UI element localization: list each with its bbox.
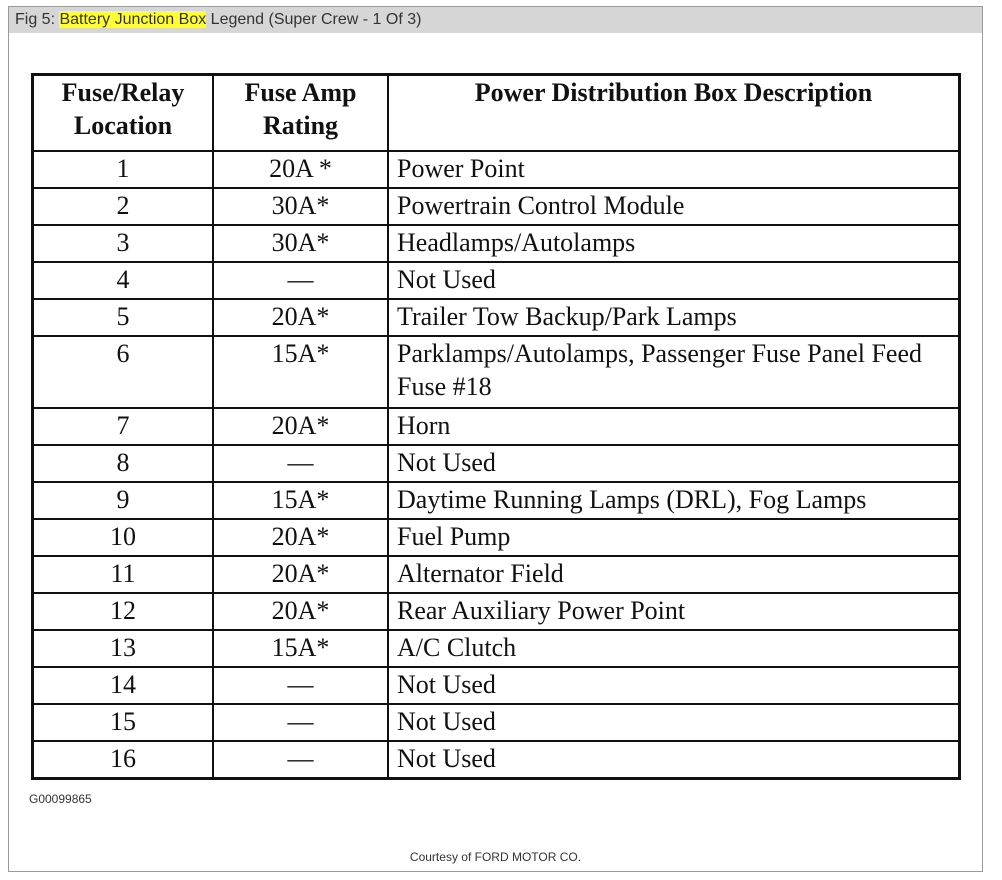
table-row xyxy=(33,704,960,741)
table-row xyxy=(33,188,960,225)
fuse-amp-cell: 20A* xyxy=(213,408,388,445)
fuse-location-cell: 2 xyxy=(33,188,214,225)
fuse-description-cell: Rear Auxiliary Power Point xyxy=(388,593,960,630)
fuse-amp-cell: — xyxy=(213,704,388,741)
header-amp xyxy=(213,75,388,152)
fuse-description-cell: A/C Clutch xyxy=(388,630,960,667)
figure-title xyxy=(9,7,982,33)
fuse-amp-cell: 20A* xyxy=(213,593,388,630)
fuse-amp-cell: — xyxy=(213,667,388,704)
courtesy-credit: Courtesy of FORD MOTOR CO. xyxy=(409,850,582,864)
fuse-amp-cell: 20A * xyxy=(213,151,388,188)
fuse-location-cell: 13 xyxy=(33,630,214,667)
table-row xyxy=(33,482,960,519)
fuse-amp-cell: — xyxy=(213,262,388,299)
figure-frame xyxy=(8,6,983,872)
figure-title-suffix: Legend (Super Crew - 1 Of 3) xyxy=(206,11,422,28)
table-row xyxy=(33,408,960,445)
fuse-location-cell: 14 xyxy=(33,667,214,704)
fuse-description-cell: Alternator Field xyxy=(388,556,960,593)
fuse-location-cell: 15 xyxy=(33,704,214,741)
fuse-amp-cell: — xyxy=(213,445,388,482)
fuse-location-cell: 3 xyxy=(33,225,214,262)
fuse-location-cell: 8 xyxy=(33,445,214,482)
fuse-location-cell: 1 xyxy=(33,151,214,188)
header-location-line2: Location xyxy=(73,111,173,140)
header-location xyxy=(33,75,214,152)
fuse-description-cell: Not Used xyxy=(388,704,960,741)
fuse-description-cell: Parklamps/Autolamps, Passenger Fuse Panel Feed Fuse #18 xyxy=(388,336,960,408)
table-header-row xyxy=(33,75,960,152)
fuse-description-cell: Fuel Pump xyxy=(388,519,960,556)
fuse-description-cell: Power Point xyxy=(388,151,960,188)
table-row xyxy=(33,593,960,630)
fuse-amp-cell: 30A* xyxy=(213,188,388,225)
fuse-rows xyxy=(33,151,960,779)
fuse-description-cell: Not Used xyxy=(388,445,960,482)
fuse-amp-cell: 15A* xyxy=(213,630,388,667)
figure-title-highlight: Battery Junction Box xyxy=(59,11,207,28)
header-location-line1: Fuse/Relay xyxy=(61,78,185,107)
fuse-location-cell: 7 xyxy=(33,408,214,445)
table-row xyxy=(33,299,960,336)
fuse-description-cell: Daytime Running Lamps (DRL), Fog Lamps xyxy=(388,482,960,519)
fuse-amp-cell: 30A* xyxy=(213,225,388,262)
figure-id: G00099865 xyxy=(29,792,92,806)
figure-title-prefix: Fig 5: xyxy=(15,11,60,28)
fuse-location-cell: 10 xyxy=(33,519,214,556)
fuse-legend-table xyxy=(31,73,961,780)
table-row xyxy=(33,225,960,262)
fuse-description-cell: Not Used xyxy=(388,741,960,779)
fuse-description-cell: Headlamps/Autolamps xyxy=(388,225,960,262)
fuse-location-cell: 4 xyxy=(33,262,214,299)
fuse-location-cell: 9 xyxy=(33,482,214,519)
fuse-location-cell: 6 xyxy=(33,336,214,408)
table-row xyxy=(33,630,960,667)
table-row xyxy=(33,262,960,299)
header-description: Power Distribution Box Description xyxy=(388,75,960,152)
fuse-description-cell: Powertrain Control Module xyxy=(388,188,960,225)
fuse-location-cell: 5 xyxy=(33,299,214,336)
fuse-amp-cell: 20A* xyxy=(213,299,388,336)
table-row xyxy=(33,556,960,593)
table-row xyxy=(33,667,960,704)
table-row xyxy=(33,519,960,556)
table-row xyxy=(33,336,960,408)
fuse-amp-cell: 15A* xyxy=(213,482,388,519)
fuse-description-cell: Not Used xyxy=(388,262,960,299)
table-row xyxy=(33,445,960,482)
header-amp-line1: Fuse Amp xyxy=(244,78,357,107)
table-row xyxy=(33,741,960,779)
fuse-description-cell: Not Used xyxy=(388,667,960,704)
fuse-amp-cell: 20A* xyxy=(213,519,388,556)
fuse-amp-cell: 15A* xyxy=(213,336,388,408)
fuse-description-cell: Horn xyxy=(388,408,960,445)
fuse-location-cell: 12 xyxy=(33,593,214,630)
fuse-location-cell: 11 xyxy=(33,556,214,593)
table-row xyxy=(33,151,960,188)
fuse-amp-cell: — xyxy=(213,741,388,779)
fuse-location-cell: 16 xyxy=(33,741,214,779)
fuse-amp-cell: 20A* xyxy=(213,556,388,593)
fuse-description-cell: Trailer Tow Backup/Park Lamps xyxy=(388,299,960,336)
header-amp-line2: Rating xyxy=(262,111,339,140)
